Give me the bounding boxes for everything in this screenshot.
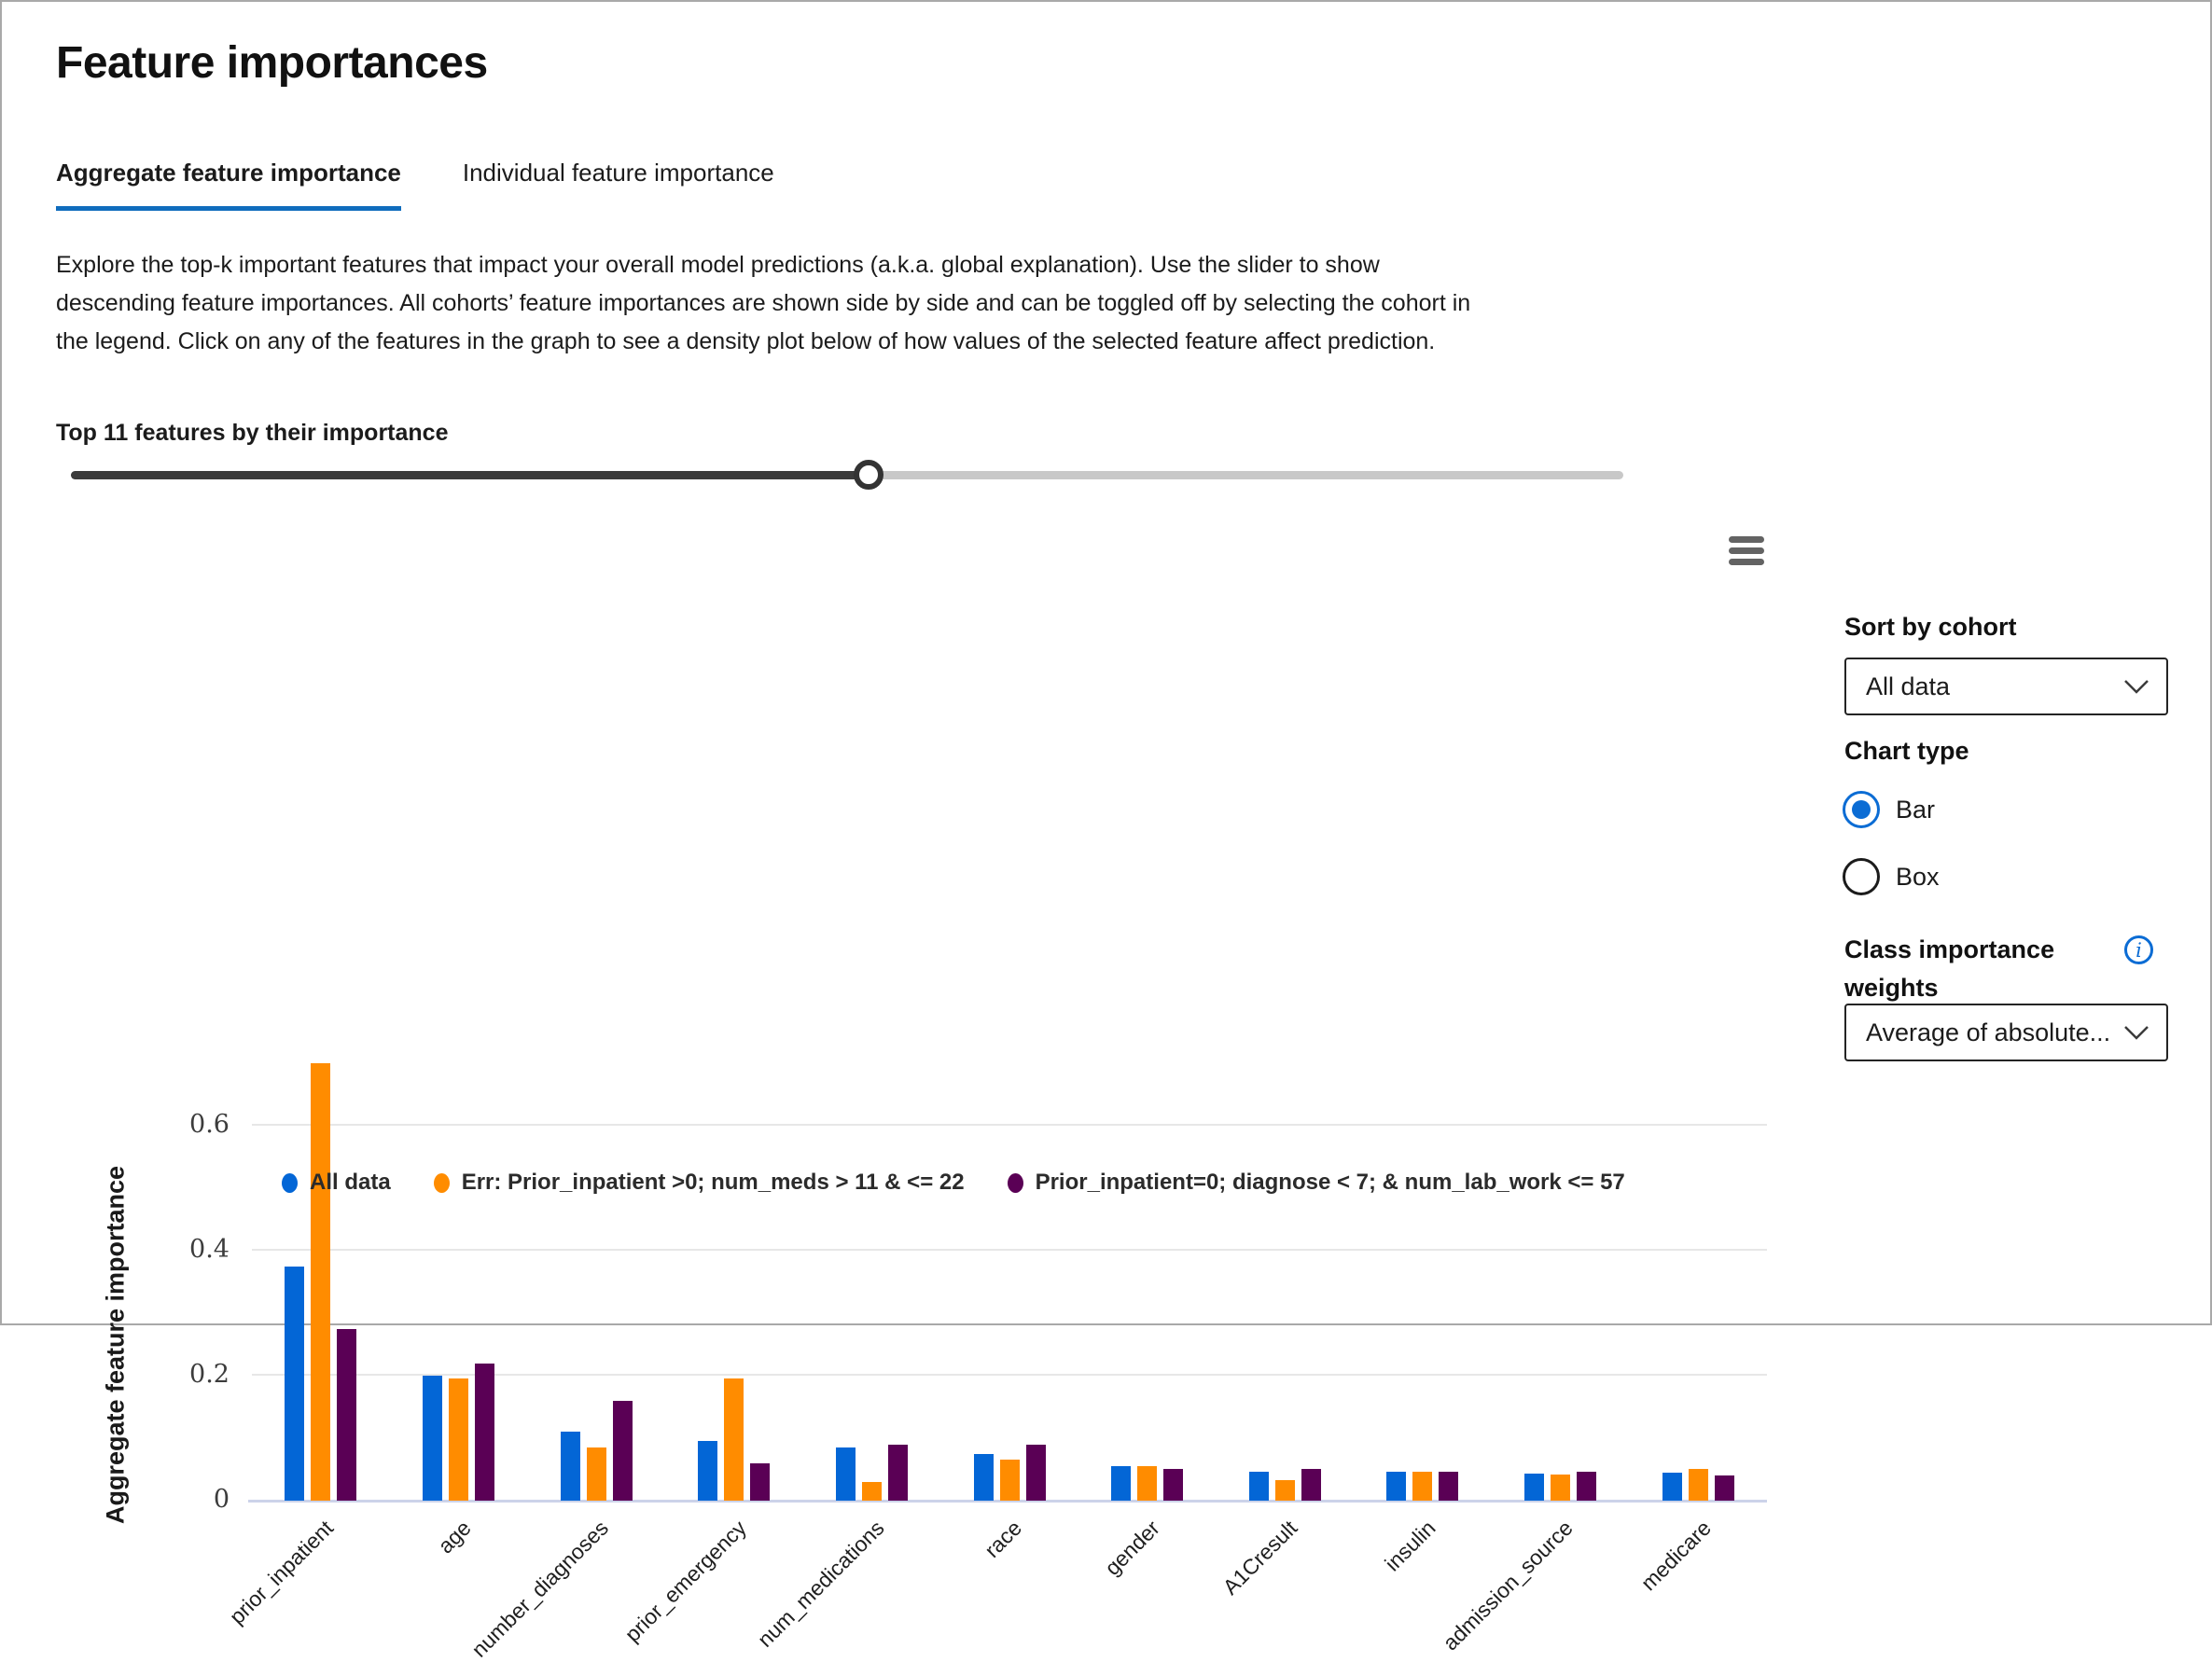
radio-chart-type-bar[interactable] <box>1843 791 1935 828</box>
bar-group-prior_emergency <box>619 1042 803 1647</box>
bar-insulin-series1[interactable] <box>1412 1472 1432 1501</box>
x-label-race: race <box>980 1516 1027 1563</box>
plot-area <box>189 1042 1767 1662</box>
slider-filled-track <box>71 471 869 479</box>
bar-race-series1[interactable] <box>1000 1460 1020 1501</box>
bar-group-age <box>390 1042 528 1558</box>
legend-dot-icon <box>282 1173 298 1193</box>
bar-race-series0[interactable] <box>974 1454 994 1501</box>
bar-gender-series2[interactable] <box>1163 1469 1183 1501</box>
class-importance-weights-dropdown[interactable] <box>1844 1004 2168 1061</box>
x-label-num_medications: num_medications <box>752 1516 889 1652</box>
radio-label: Box <box>1896 862 1940 891</box>
bar-group-medicare <box>1629 1042 1767 1596</box>
bar-A1Cresult-series2[interactable] <box>1301 1469 1321 1501</box>
legend-label: All data <box>310 1170 391 1195</box>
radio-label: Bar <box>1896 795 1936 824</box>
radio-chart-type-box[interactable] <box>1843 858 1940 895</box>
bar-groups <box>224 1042 1767 1662</box>
x-label-medicare: medicare <box>1635 1516 1716 1596</box>
explanation-text: Explore the top-k important features that impact your overall model predictions (a.k.a. global explanation). Use the slider to show descending feature importances. All cohorts’ feature importances are shown side by side and can be toggled off by selecting the cohort in the legend. Click on any of the features in the graph to see a density plot below of how values of the selected feature affect prediction. <box>56 252 1471 354</box>
bar-group-num_medications <box>752 1042 941 1652</box>
bar-medicare-series1[interactable] <box>1689 1469 1708 1501</box>
bar-group-admission_source <box>1438 1042 1630 1655</box>
tab-bar <box>56 151 774 211</box>
bar-number_diagnoses-series0[interactable] <box>561 1432 580 1501</box>
bar-admission_source-series2[interactable] <box>1577 1472 1596 1501</box>
chevron-down-icon <box>2123 1024 2149 1041</box>
bar-insulin-series0[interactable] <box>1386 1472 1406 1501</box>
x-label-insulin: insulin <box>1379 1516 1440 1576</box>
x-label-admission_source: admission_source <box>1438 1516 1578 1655</box>
radio-unselected-icon <box>1843 858 1880 895</box>
tab-individual-feature-importance[interactable] <box>463 151 774 211</box>
bar-group-number_diagnoses <box>466 1042 665 1662</box>
sort-by-cohort-label: Sort by cohort <box>1844 613 2017 641</box>
tab-label: Individual feature importance <box>462 159 774 187</box>
x-label-prior_inpatient: prior_inpatient <box>224 1516 339 1629</box>
legend-dot-icon <box>434 1173 450 1193</box>
class-importance-weights-value: Average of absolute... <box>1866 1018 2111 1046</box>
bar-age-series0[interactable] <box>423 1376 442 1501</box>
bar-number_diagnoses-series2[interactable] <box>613 1401 633 1501</box>
slider-thumb[interactable] <box>854 460 883 490</box>
bar-A1Cresult-series1[interactable] <box>1275 1480 1295 1501</box>
bar-prior_inpatient-series1[interactable] <box>311 1063 330 1501</box>
sort-by-cohort-dropdown[interactable] <box>1844 658 2168 715</box>
bar-group-prior_inpatient <box>224 1042 390 1629</box>
bar-age-series1[interactable] <box>449 1378 468 1501</box>
bar-num_medications-series2[interactable] <box>888 1445 908 1501</box>
tab-aggregate-feature-importance[interactable] <box>56 151 401 211</box>
class-importance-weights-label: Class importance weights <box>1844 935 2055 1002</box>
info-icon[interactable]: i <box>2124 935 2153 964</box>
bar-medicare-series2[interactable] <box>1715 1475 1734 1501</box>
bar-prior_emergency-series0[interactable] <box>698 1441 717 1501</box>
y-tick-label: 0.6 <box>189 1110 230 1139</box>
x-label-number_diagnoses: number_diagnoses <box>466 1516 614 1662</box>
bar-prior_inpatient-series2[interactable] <box>337 1329 356 1501</box>
y-axis-title: Aggregate feature importance <box>101 1165 130 1525</box>
bar-group-A1Cresult <box>1216 1042 1354 1600</box>
chart-type-label: Chart type <box>1844 737 1969 765</box>
bar-gender-series0[interactable] <box>1111 1466 1131 1501</box>
bar-age-series2[interactable] <box>475 1364 494 1501</box>
legend-label: Prior_inpatient=0; diagnose < 7; & num_lab_work <= 57 <box>1035 1170 1625 1195</box>
tab-label: Aggregate feature importance <box>56 159 401 187</box>
page-title: Feature importances <box>56 38 488 88</box>
top-k-slider-label: Top 11 features by their importance <box>56 420 449 446</box>
legend-dot-icon <box>1008 1173 1023 1193</box>
bar-prior_emergency-series1[interactable] <box>724 1378 744 1501</box>
x-label-age: age <box>433 1516 476 1558</box>
chart-menu-icon[interactable] <box>1729 536 1764 565</box>
bar-insulin-series2[interactable] <box>1439 1472 1458 1501</box>
radio-selected-icon <box>1843 791 1880 828</box>
bar-num_medications-series1[interactable] <box>862 1482 882 1501</box>
bar-race-series2[interactable] <box>1026 1445 1046 1501</box>
sort-by-cohort-value: All data <box>1866 672 1951 700</box>
legend-item-error-cohort[interactable] <box>434 1170 965 1196</box>
bar-group-race <box>940 1042 1078 1563</box>
x-label-prior_emergency: prior_emergency <box>619 1516 752 1647</box>
chevron-down-icon <box>2123 678 2149 695</box>
bar-prior_inpatient-series0[interactable] <box>285 1267 304 1501</box>
bar-admission_source-series1[interactable] <box>1551 1475 1570 1501</box>
bar-num_medications-series0[interactable] <box>836 1447 856 1501</box>
bar-gender-series1[interactable] <box>1137 1466 1157 1501</box>
bar-number_diagnoses-series1[interactable] <box>587 1447 606 1501</box>
x-label-gender: gender <box>1100 1516 1165 1581</box>
feature-importance-chart <box>2 515 1821 1662</box>
legend-item-all-data[interactable] <box>282 1170 391 1196</box>
bar-group-gender <box>1078 1042 1217 1581</box>
y-tick-label: 0 <box>213 1485 230 1514</box>
bar-prior_emergency-series2[interactable] <box>750 1463 770 1501</box>
bar-A1Cresult-series0[interactable] <box>1249 1472 1269 1501</box>
bar-group-insulin <box>1354 1042 1492 1576</box>
bar-admission_source-series0[interactable] <box>1524 1474 1544 1501</box>
legend-label: Err: Prior_inpatient >0; num_meds > 11 & <= 22 <box>461 1170 965 1195</box>
x-label-A1Cresult: A1Cresult <box>1217 1516 1302 1600</box>
chart-legend <box>282 1170 1625 1196</box>
y-tick-label: 0.4 <box>189 1235 230 1264</box>
bar-medicare-series0[interactable] <box>1662 1473 1682 1501</box>
legend-item-prior-inpatient-cohort[interactable] <box>1008 1170 1625 1196</box>
y-tick-label: 0.2 <box>189 1360 230 1389</box>
top-k-slider[interactable] <box>71 459 1623 491</box>
